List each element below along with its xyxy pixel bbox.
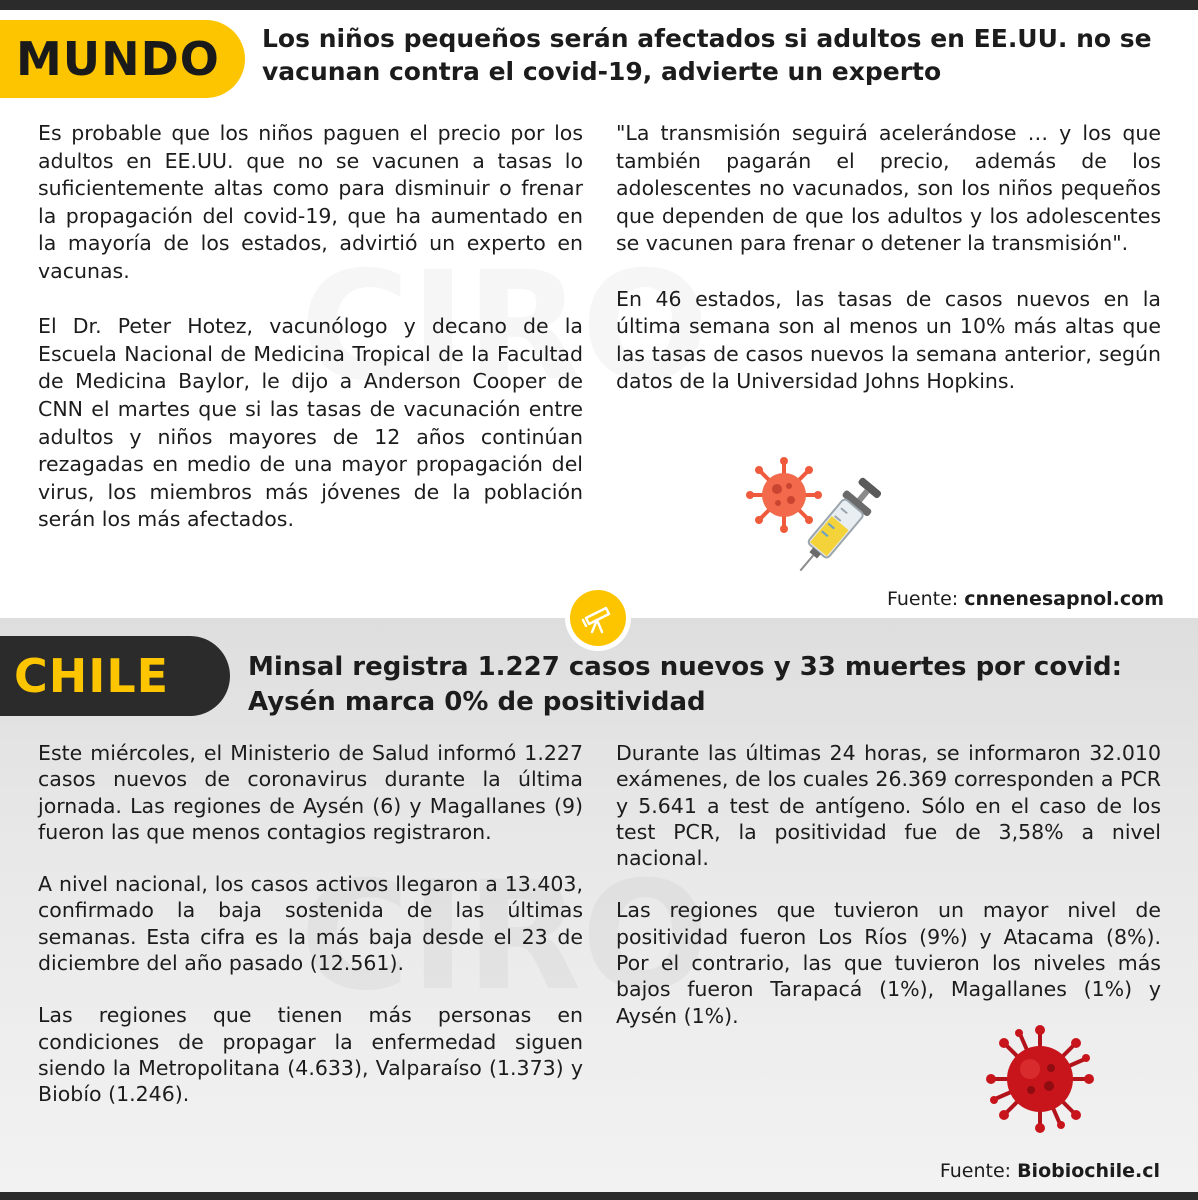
source-label: Fuente: [886,588,965,610]
chile-left-column [38,740,583,1134]
chile-right-column [616,740,1161,1055]
syringe-icon [782,470,892,585]
paragraph: Este miércoles, el Ministerio de Salud informó 1.227 casos nuevos de coronavirus durante la última jornada. Las regiones de Aysén (6) y Magallanes (9) fueron las que menos contagios registraron. [38,741,583,844]
paragraph: El Dr. Peter Hotez, vacunólogo y decano de la Escuela Nacional de Medicina Tropical de la Facultad de Medicina Baylor, le dijo a Anderson Cooper de CNN el martes que si las tasas de vacunación entre adultos y niños mayores de 12 años continúan rezagadas en medio de una mayor propagación del virus, los miembros más jóvenes de la población serán los más afectados. [38,314,583,532]
mundo-right-column [616,120,1161,424]
telescope-icon [580,600,616,636]
chile-tag: CHILE [0,636,230,716]
paragraph: A nivel nacional, los casos activos llegaron a 13.403, confirmado la baja sostenida de las últimas semanas. Esta cifra es la más baja desde el 23 de diciembre del año pasado (12.561). [38,872,583,976]
paragraph: Durante las últimas 24 horas, se informaron 32.010 exámenes, de los cuales 26.369 corresponden a PCR y 5.641 a test de antígeno. Sólo en el caso de los test PCR, la positividad fue de 3,58% a nivel nacional. [616,741,1161,871]
mundo-left-column [38,120,583,562]
telescope-badge [570,590,626,646]
coronavirus-icon [985,1024,1095,1134]
mundo-tag: MUNDO [0,20,245,98]
paragraph: "La transmisión seguirá acelerándose … y los que también pagarán el precio, además de los adolescentes no vacunados, son los niños pequeños que dependen de que los adultos y los adolescentes se vacunen para frenar o detener la transmisión". [616,121,1161,256]
mundo-headline: Los niños pequeños serán afectados si adultos en EE.UU. no se vacunan contra el covid-19, advierte un experto [262,24,1152,86]
top-bar [0,0,1198,10]
paragraph: Es probable que los niños paguen el precio por los adultos en EE.UU. que no se vacunen a tasas lo suficientemente altas como para disminuir o frenar la propagación del covid-19, que ha aumentado en la mayoría de los estados, advirtió un experto en vacunas. [38,121,583,283]
source-label: Fuente: [939,1160,1018,1182]
source-link[interactable]: cnnenesapnol.com [964,588,1164,610]
bottom-bar [0,1192,1198,1200]
chile-headline: Minsal registra 1.227 casos nuevos y 33 muertes por covid: Aysén marca 0% de positividad [248,652,1123,717]
paragraph: Las regiones que tuvieron un mayor nivel de positividad fueron Los Ríos (9%) y Atacama (8%). Por el contrario, las que tuvieron los niveles más bajos fueron Tarapacá (1%), Magallanes (1%) y Aysén (1%). [616,898,1161,1028]
paragraph: Las regiones que tienen más personas en condiciones de propagar la enfermedad siguen siendo la Metropolitana (4.633), Valparaíso (1.373) y Biobío (1.246). [38,1003,583,1107]
paragraph: En 46 estados, las tasas de casos nuevos en la última semana son al menos un 10% más altas que las tasas de casos nuevos la semana anterior, según datos de la Universidad Johns Hopkins. [616,286,1161,394]
source-link[interactable]: Biobiochile.cl [1017,1160,1160,1182]
chile-source [940,1160,1160,1182]
mundo-source [887,588,1164,610]
